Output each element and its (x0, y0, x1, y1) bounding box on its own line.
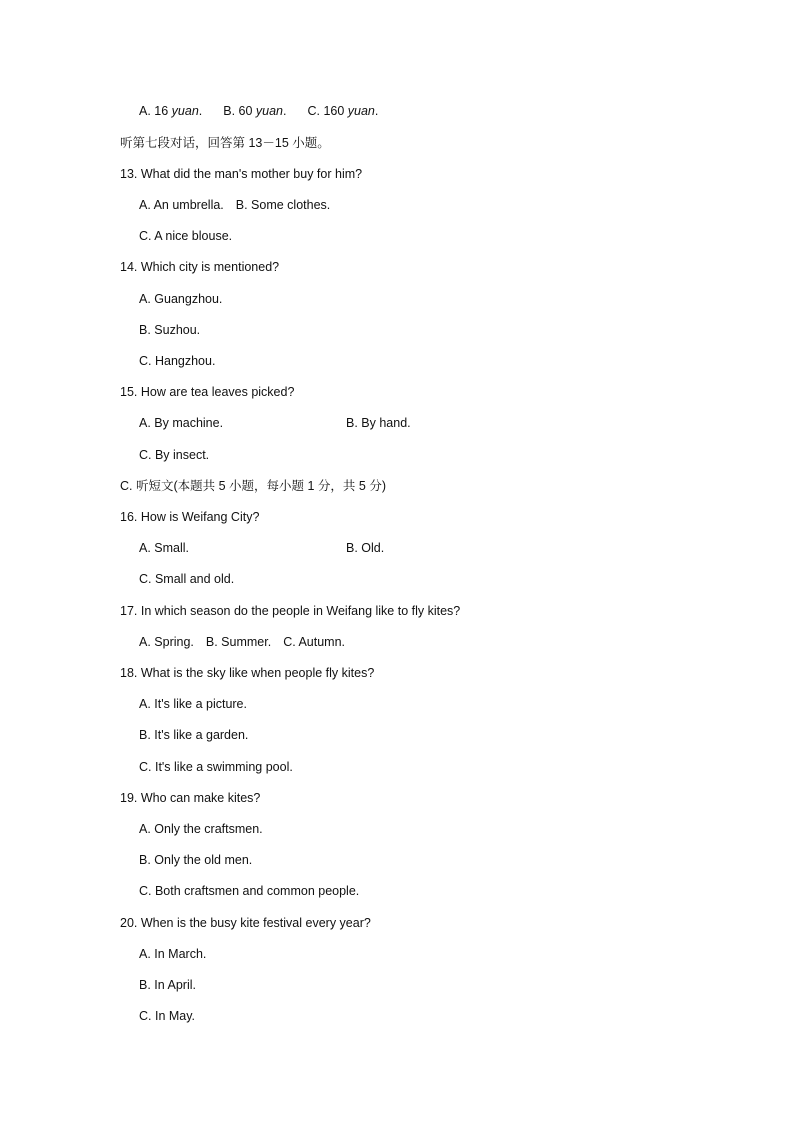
q13-option-c: C. A nice blouse. (139, 229, 233, 243)
q16-option-c: C. Small and old. (139, 572, 235, 586)
q17-option-b: B. Summer. (205, 635, 272, 649)
q13-option-b: B. Some clothes. (235, 198, 331, 212)
q14-option-b: B. Suzhou. (139, 323, 201, 337)
q17-option-a: A. Spring. (139, 635, 194, 649)
q13-options-row (139, 197, 330, 213)
q16-option-a: A. Small. (139, 541, 190, 555)
q18-question: 18. What is the sky like when people fly kites? (120, 666, 375, 680)
q15-option-c: C. By insect. (139, 448, 210, 462)
q20-option-a: A. In March. (139, 947, 207, 961)
q19-option-b: B. Only the old men. (139, 853, 253, 867)
q14-option-c: C. Hangzhou. (139, 354, 216, 368)
q20-option-b: B. In April. (139, 978, 196, 992)
q15-question: 15. How are tea leaves picked? (120, 385, 295, 399)
q15-option-b: B. By hand. (346, 416, 411, 430)
q13-option-a: A. An umbrella. (139, 198, 224, 212)
q17-option-c: C. Autumn. (283, 635, 346, 649)
q16-option-b: B. Old. (346, 541, 385, 555)
q12-option-a: A. 16 yuan. (139, 104, 203, 118)
q15-option-a: A. By machine. (139, 416, 224, 430)
q12-options (139, 103, 378, 119)
q17-question: 17. In which season do the people in Weifang like to fly kites? (120, 604, 461, 618)
q17-options-row (139, 634, 345, 650)
q13-question: 13. What did the man's mother buy for him? (120, 167, 363, 181)
section-dialog7-heading: 听第七段对话，回答第 13－15 小题。 (120, 136, 330, 150)
q16-question: 16. How is Weifang City? (120, 510, 260, 524)
q20-question: 20. When is the busy kite festival every year? (120, 916, 371, 930)
q14-question: 14. Which city is mentioned? (120, 260, 280, 274)
q18-option-b: B. It's like a garden. (139, 728, 249, 742)
q20-option-c: C. In May. (139, 1009, 196, 1023)
q12-option-c: C. 160 yuan. (307, 104, 379, 118)
q19-option-c: C. Both craftsmen and common people. (139, 884, 360, 898)
section-c-heading: C. 听短文(本题共 5 小题，每小题 1 分，共 5 分) (120, 479, 386, 493)
q18-option-c: C. It's like a swimming pool. (139, 760, 293, 774)
q12-option-b: B. 60 yuan. (223, 104, 287, 118)
q19-option-a: A. Only the craftsmen. (139, 822, 263, 836)
q14-option-a: A. Guangzhou. (139, 292, 223, 306)
q18-option-a: A. It's like a picture. (139, 697, 247, 711)
q19-question: 19. Who can make kites? (120, 791, 261, 805)
